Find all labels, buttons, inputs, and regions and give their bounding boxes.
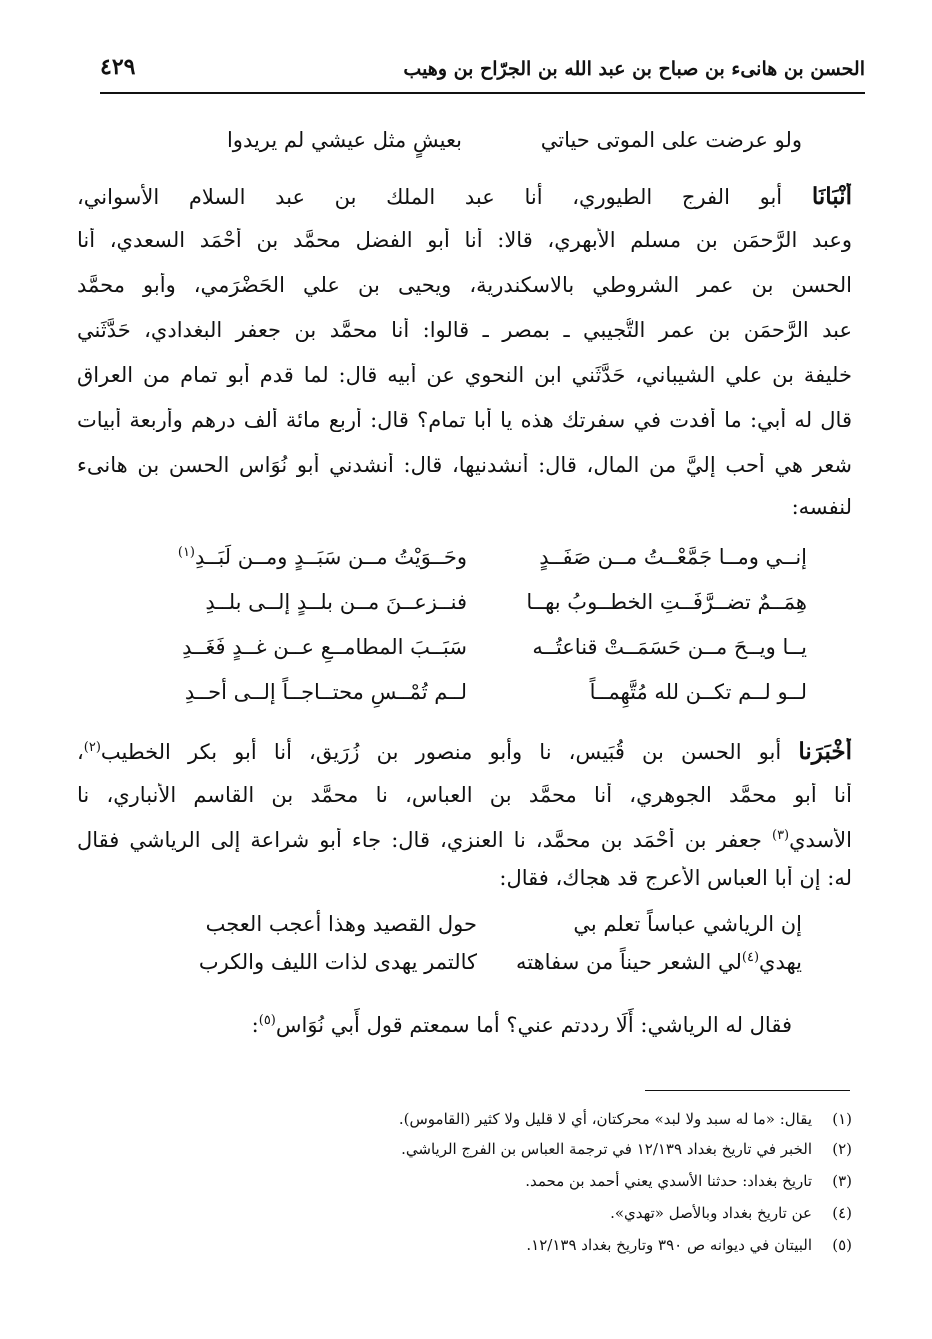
footnote-number: (٤) xyxy=(832,1204,852,1222)
paragraph-line: أنا أَبو محمَّد الجوهري، أنا محمَّد بن العباس، نا محمَّد بن القاسم الأنباري، نا xyxy=(77,783,852,807)
paragraph-line: وعبد الرَّحمَن بن مسلم الأبهري، قالا: أنا أبو الفضل محمَّد بن أَحْمَد السعدي، أنا xyxy=(77,228,852,252)
poem-second-hemistich: لــم تُمْــسِ محتــاجــاً إلــى أحــدِ xyxy=(184,680,467,704)
page-header xyxy=(100,46,865,94)
paragraph-line: لنفسه: xyxy=(791,495,852,519)
footnote xyxy=(72,1140,852,1158)
poem-second-hemistich: كالتمر يهدى لذات الليف والكرب xyxy=(198,950,477,974)
paragraph-line: عبد الرَّحمَن بن عمر التُّجيبي ـ بمصر ـ قالوا: أنا محمَّد بن جعفر البغدادي، حَدَّثَني xyxy=(77,318,852,342)
poem-second-hemistich: سَبَــبَ المطامــعِ عــن غــدٍ فَغَــدِ xyxy=(182,635,467,659)
page-number: ٤٢٩ xyxy=(100,54,136,80)
footnote-marker: (٥) xyxy=(258,1013,276,1028)
paragraph-line: الأسدي$^{(٣)}$ جعفر بن أَحْمَد بن محمَّد، نا العنزي، قال: جاء أبو شراعة إلى الرياشي فقال xyxy=(77,828,852,852)
poem-second-hemistich: فنــزعــنَ مــن بلــدٍ إلــى بلــدِ xyxy=(205,590,467,614)
footnote-marker: (٣) xyxy=(771,828,790,843)
footnote-text: عن تاريخ بغداد وبالأصل «تهدي». xyxy=(610,1204,812,1222)
footnote xyxy=(72,1204,852,1222)
footnote-text: البيتان في ديوانه ص ٣٩٠ وتاريخ بغداد ١٢/١٣٩. xyxy=(526,1236,812,1254)
top-verse-first-hemistich: ولو عرضت على الموتى حياتي xyxy=(540,128,802,152)
poem-first-hemistich: لــو لــم تكــن لله مُتَّهِمــاً xyxy=(589,680,807,704)
poem-first-hemistich: إن الرياشي عباساً تعلم بي xyxy=(573,912,802,936)
footnote xyxy=(72,1172,852,1190)
footnote-text: يقال: «ما له سبد ولا لبد» محركتان، أي لا قليل ولا كثير (القاموس). xyxy=(398,1110,812,1128)
poem-first-hemistich: إنــي ومــا جَمَّعْــتُ مــن صَفَــدٍ xyxy=(539,545,807,569)
footnote xyxy=(72,1110,852,1128)
paragraph-line: أَخْبَرَنا أبو الحسن بن قُبَيس، نا وأَبو منصور بن زُرَيق، أنا أَبو بكر الخطيب$^{(٢)}$، xyxy=(77,738,852,765)
paragraph-lead-word: أَنْبَانَا xyxy=(811,183,852,210)
paragraph-line: قال له أَبي: ما أفدت في سفرتك هذه يا أَبا تمام؟ قال: أربع مائة ألف درهم وأربعة أبيات xyxy=(77,408,852,432)
footnote-number: (٣) xyxy=(832,1172,852,1190)
poem-second-hemistich: وحَــوَيْتُ مــن سَبَــدٍ ومــن لَبَــدِ$^{(١)}$ xyxy=(177,545,467,569)
paragraph-line: الحسن بن عمر الشروطي بالاسكندرية، ويحيى بن علي الحَضْرَمي، وأَبو محمَّد xyxy=(77,273,852,297)
footnote-marker: (١) xyxy=(177,545,195,560)
footnote-number: (١) xyxy=(832,1110,852,1128)
paragraph-lead-word: أَخْبَرَنا xyxy=(798,738,852,765)
footnote xyxy=(72,1236,852,1254)
poem-first-hemistich: هِمَــمٌ تضــرَّفَــتِ الخطــوبُ بهــا xyxy=(526,590,807,614)
poem-first-hemistich: يــا ويــحَ مــن حَسَمَــتْ قناعتُــه xyxy=(532,635,807,659)
footnote-number: (٢) xyxy=(832,1140,852,1158)
footnote-rule xyxy=(645,1090,850,1091)
closing-line: فقال له الرياشي: أَلَا رددتم عني؟ أما سمعتم قول أَبي نُوَاس$^{(٥)}$: xyxy=(251,1013,792,1037)
header-rule xyxy=(100,92,865,94)
paragraph-line: أَنْبَانَا أَبو الفرج الطيوري، أنا عبد الملك بن عبد السلام الأسواني، xyxy=(77,183,852,210)
footnote-marker: (٤) xyxy=(741,950,760,965)
footnote-number: (٥) xyxy=(832,1236,852,1254)
footnote-text: تاريخ بغداد: حدثنا الأسدي يعني أحمد بن محمد. xyxy=(525,1172,812,1190)
paragraph-line: شعر هي أحب إليَّ من المال، قال: أنشدنيها، قال: أنشدني أَبو نُوَاس الحسن بن هانىء xyxy=(77,453,852,477)
poem-first-hemistich: يهدي$^{(٤)}$لي الشعر حيناً من سفاهته xyxy=(516,950,802,974)
footnote-marker: (٢) xyxy=(83,740,101,755)
paragraph-line: خليفة بن علي الشيباني، حَدَّثَني ابن النحوي عن أَبيه قال: لما قدم أَبو تمام من العراق xyxy=(77,363,852,387)
paragraph-line: له: إن أَبا العباس الأعرج قد هجاك، فقال: xyxy=(499,866,852,890)
running-title: الحسن بن هانىء بن صباح بن عبد الله بن الجرّاح بن وهيب xyxy=(403,58,865,80)
top-verse-second-hemistich: بعيشٍ مثل عيشي لم يريدوا xyxy=(226,128,462,152)
poem-second-hemistich: حول القصيد وهذا أعجب العجب xyxy=(205,912,477,936)
footnote-text: الخبر في تاريخ بغداد ١٢/١٣٩ في ترجمة العباس بن الفرج الرياشي. xyxy=(401,1140,812,1158)
